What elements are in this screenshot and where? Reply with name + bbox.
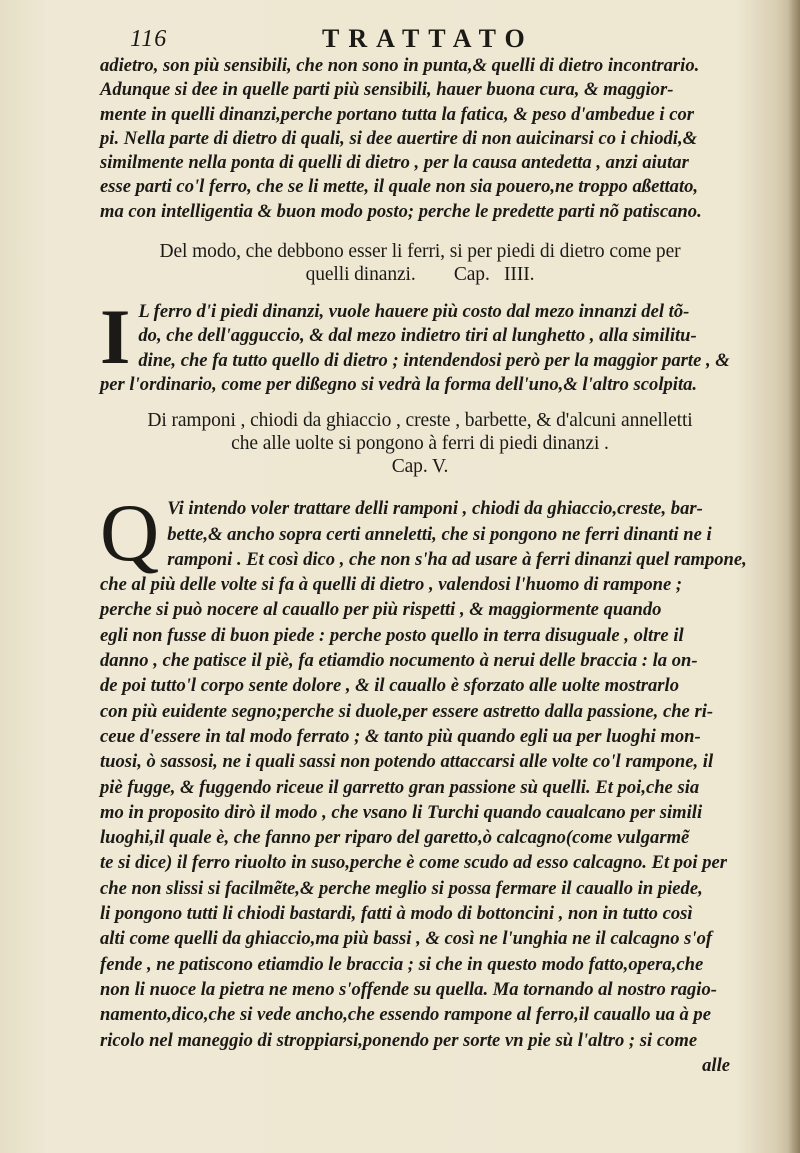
catchword: alle: [702, 1054, 730, 1076]
text-line: tuosi, ò sassosi, ne i quali sassi non potendo attaccarsi alle volte co'l rampone, il: [100, 751, 714, 773]
text-line: non li nuoce la pietra ne meno s'offende su quella. Ma tornando al nostro ragio-: [100, 978, 717, 1000]
text-line: bette,& ancho sopra certi anneletti, che si pongono ne ferri dinanti ne i: [167, 523, 712, 545]
text-line: Vi intendo voler trattare delli ramponi , chiodi da ghiaccio,creste, bar-: [167, 498, 703, 520]
text-line: mo in proposito dirò il modo , che vsano li Turchi quando caualcano per simili: [100, 801, 703, 823]
text-line: perche si può nocere al cauallo per più rispetti , & maggiormente quando: [100, 599, 662, 621]
text-line: che non slissi si facilmẽte,& perche meglio si possa fermare il cauallo in piede,: [100, 877, 703, 899]
text-line: dine, che fa tutto quello di dietro ; intendendosi però per la maggior parte , &: [138, 349, 730, 371]
text-line: similmente nella ponta di quelli di dietro , per la causa antedetta , anzi aiutar: [100, 152, 689, 174]
text-line: adietro, son più sensibili, che non sono in punta,& quelli di dietro incontrario.: [100, 55, 700, 76]
text-line: egli non fusse di buon piede : perche posto quello in terra disuguale , oltre il: [100, 624, 684, 646]
heading-line: che alle uolte si pongono à ferri di piedi dinanzi .: [231, 433, 609, 455]
text-line: mente in quelli dinanzi,perche portano tutta la fatica, & peso d'ambedue i cor: [100, 103, 694, 125]
text-line: alti come quelli da ghiaccio,ma più bassi , & così ne l'unghia ne il calcagno s'of: [100, 928, 713, 950]
text-line: esse parti co'l ferro, che se li mette, il quale non sia pouero,ne troppo aßettato,: [100, 176, 699, 198]
text-line: Adunque si dee in quelle parti più sensibili, hauer buona cura, & maggior-: [100, 79, 674, 101]
text-line: piè fugge, & fuggendo riceue il garretto gran passione sù quelli. Et poi,che sia: [100, 776, 700, 798]
heading-line: Cap. V.: [391, 456, 449, 478]
text-line: luoghi,il quale è, che fanno per riparo del garetto,ò calcagno(come vulgarmẽ: [100, 827, 690, 849]
heading-line: Di ramponi , chiodi da ghiaccio , creste , barbette, & d'alcuni annelletti: [147, 410, 693, 432]
text-line: te si dice) il ferro riuolto in suso,perche è come scudo ad esso calcagno. Et poi per: [100, 852, 727, 874]
text-line: che al più delle volte si fa à quelli di dietro , valendosi l'huomo di rampone ;: [100, 574, 683, 596]
text-line: fende , ne patiscono etiamdio le braccia ; si che in questo modo fatto,opera,che: [100, 953, 704, 975]
text-line: ricolo nel maneggio di stroppiarsi,ponendo per sorte vn pie sù l'altro ; si come: [100, 1029, 698, 1051]
text-line: ceue d'essere in tal modo ferrato ; & tanto più quando egli ua per luoghi mon-: [100, 725, 701, 747]
chapter-4-paragraph: [100, 293, 760, 397]
section-top-paragraph: [100, 54, 760, 224]
page-number: 116: [130, 26, 168, 52]
heading-line: quelli dinanzi. Cap. IIII.: [305, 264, 535, 286]
chapter-4-heading: [80, 240, 760, 286]
text-line: ma con intelligentia & buon modo posto; perche le predette parti nõ patiscano.: [100, 200, 702, 222]
text-line: per l'ordinario, come per dißegno si vedrà la forma dell'uno,& l'altro scolpita.: [100, 373, 698, 395]
text-line: danno , che patisce il piè, fa etiamdio nocumento à nerui delle braccia : la on-: [100, 650, 698, 672]
text-line: pi. Nella parte di dietro di quali, si dee auertire di non auicinarsi co i chiodi,&: [100, 127, 698, 149]
text-line: de poi tutto'l corpo sente dolore , & il cauallo è sforzato alle uolte mostrarlo: [100, 675, 679, 697]
chapter-5-paragraph: [100, 487, 760, 1078]
text-line: L ferro d'i piedi dinanzi, vuole hauere più costo dal mezo innanzi del tõ-: [138, 301, 690, 323]
chapter-5-heading: [80, 409, 760, 478]
text-line: li pongono tutti li chiodi bastardi, fatti à modo di bottoncini , non in tutto così: [100, 903, 693, 925]
drop-cap-initial: I: [100, 293, 131, 381]
text-line: namento,dico,che si vede ancho,che essendo rampone al ferro,il cauallo ua à pe: [100, 1004, 711, 1026]
text-line: do, che dell'agguccio, & dal mezo indietro tiri al lunghetto , alla similitu-: [138, 325, 697, 347]
drop-cap-initial: Q: [100, 487, 160, 579]
heading-line: Del modo, che debbono esser li ferri, si per piedi di dietro come per: [159, 241, 681, 263]
running-head: [100, 22, 760, 54]
text-line: ramponi . Et così dico , che non s'ha ad usare à ferri dinanzi quel rampone,: [167, 548, 747, 570]
text-line: con più euidente segno;perche si duole,per essere astretto dalla passione, che ri-: [100, 700, 714, 722]
running-title: TRATTATO: [322, 24, 534, 53]
